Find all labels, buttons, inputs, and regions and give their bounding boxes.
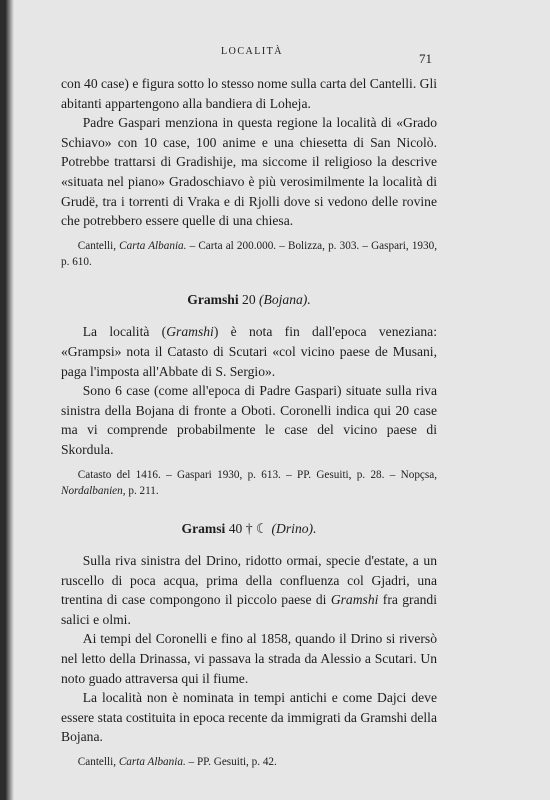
entry-number: 40 (228, 520, 243, 536)
source-title: Carta Albania. (119, 239, 187, 252)
source-text: – Carta al 200.000. – Bolizza, p. 303. – Gaspari, 1930, p. 610. (61, 239, 437, 268)
sources-note (61, 238, 437, 270)
paragraph (61, 551, 437, 629)
entry-heading (61, 519, 437, 539)
entry-name: Gramshi (187, 291, 239, 307)
source-title: Nordalbanien, (61, 484, 126, 497)
sources-note (61, 467, 437, 499)
paragraph: Ai tempi del Coronelli e fino al 1858, quando il Drino si riversò nel letto della Drinassa, vi passava la strada da Alessio a Scutari. Un noto guado attraversa qui il fiume. (61, 631, 437, 686)
page-gutter-shadow (6, 0, 14, 800)
text-run: La località ( (82, 324, 167, 340)
text-run: fra grandi salici e olmi. (61, 592, 437, 627)
entry-region: (Bojana). (259, 291, 311, 307)
text-run: ) è nota fin dall'epoca veneziana: «Grampsi» nota il Catasto di Scutari «col vicino paese de Musani, paga l'imposta all'Abbate di S. Sergio». (61, 324, 437, 379)
paragraph: Sono 6 case (come all'epoca di Padre Gaspari) situate sulla riva sinistra della Bojana di fronte a Oboti. Coronelli indica qui 20 case ma vi comprende probabilmente le case del vicino paese di Skordula. (61, 383, 437, 457)
paragraph: Padre Gaspari menziona in questa regione la località di «Grado Schiavo» con 10 case, 100 anime e una chiesetta di San Nicolò. Potrebbe trattarsi di Gradishije, ma siccome il religioso la descrive «situata nel piano» Gradoschiavo è più verosimilmente la località di Grudë, tra i torrenti di Vraka e di Rjolli dove si vedono delle rovine che potrebbero essere quelle di una chiesa. (61, 115, 437, 229)
sources-note (61, 754, 437, 770)
entry-number: 20 (242, 291, 256, 307)
church-mosque-symbols: † ☾ (245, 520, 269, 536)
text-run: Sulla riva sinistra del Drino, ridotto ormai, specie d'estate, a un ruscello di poca acqua, prima della confluenza col Gjadri, una trentina di case compongono il piccolo paese di (61, 553, 437, 608)
source-text: – PP. Gesuiti, p. 42. (185, 756, 277, 769)
text-run-italic: Gramshi (330, 592, 379, 608)
entry-name: Gramsi (181, 520, 226, 536)
paragraph: La località non è nominata in tempi antichi e come Dajci deve essere stata costituita in epoca recente da immigrati da Gramshi della Bojana. (61, 690, 437, 745)
entry-region: (Drino). (271, 520, 317, 536)
source-text: p. 211. (125, 484, 159, 497)
running-title: LOCALITÀ (221, 46, 283, 57)
source-text: Cantelli, (77, 239, 120, 252)
text-run-italic: Gramshi (166, 324, 214, 340)
paragraph: con 40 case) e figura sotto lo stesso nome sulla carta del Cantelli. Gli abitanti appartengono alla bandiera di Loheja. (61, 76, 437, 111)
entry-heading (61, 290, 437, 310)
page-number: 71 (419, 51, 432, 66)
source-text: Cantelli, (77, 756, 119, 769)
source-text: Catasto del 1416. – Gaspari 1930, p. 613. – PP. Gesuiti, p. 28. – Nopçsa, (77, 468, 437, 481)
book-page (6, 0, 550, 800)
paragraph (61, 322, 437, 381)
page-body (61, 74, 437, 770)
source-title: Carta Albania. (118, 756, 186, 769)
